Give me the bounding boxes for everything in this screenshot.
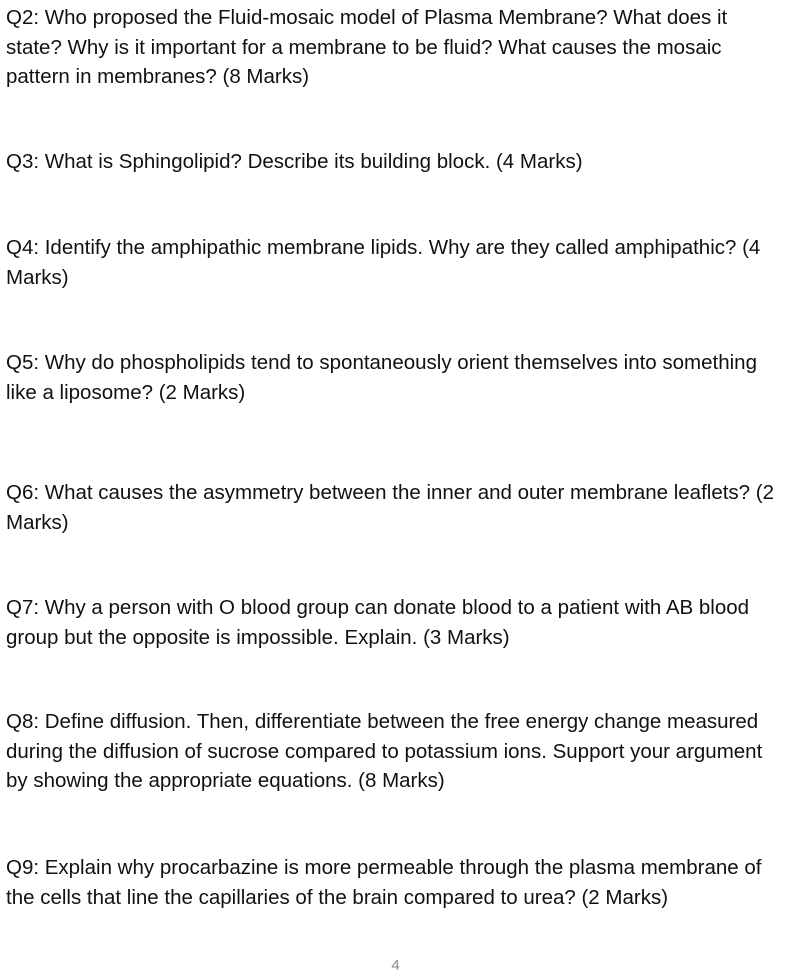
question-q8: Q8: Define diffusion. Then, differentiate between the free energy change measured during the diffusion of sucrose compared to potassium ions. Support your argument by showing the appropriate equations. (8 Marks)	[6, 710, 763, 792]
question-q7: Q7: Why a person with O blood group can donate blood to a patient with AB blood group but the opposite is impossible. Explain. (3 Marks)	[6, 596, 750, 649]
question-q2: Q2: Who proposed the Fluid-mosaic model of Plasma Membrane? What does it state? Why is it important for a membrane to be fluid? What causes the mosaic pattern in membranes? (8 Marks)	[6, 6, 728, 88]
question-q4: Q4: Identify the amphipathic membrane lipids. Why are they called amphipathic? (4 Marks)	[6, 236, 761, 289]
page-number: 4	[391, 957, 400, 974]
question-q9: Q9: Explain why procarbazine is more permeable through the plasma membrane of the cells that line the capillaries of the brain compared to urea? (2 Marks)	[6, 856, 762, 909]
question-q3: Q3: What is Sphingolipid? Describe its building block. (4 Marks)	[6, 150, 583, 173]
question-q5: Q5: Why do phospholipids tend to spontaneously orient themselves into something like a liposome? (2 Marks)	[6, 351, 757, 404]
question-q6: Q6: What causes the asymmetry between the inner and outer membrane leaflets? (2 Marks)	[6, 481, 774, 534]
